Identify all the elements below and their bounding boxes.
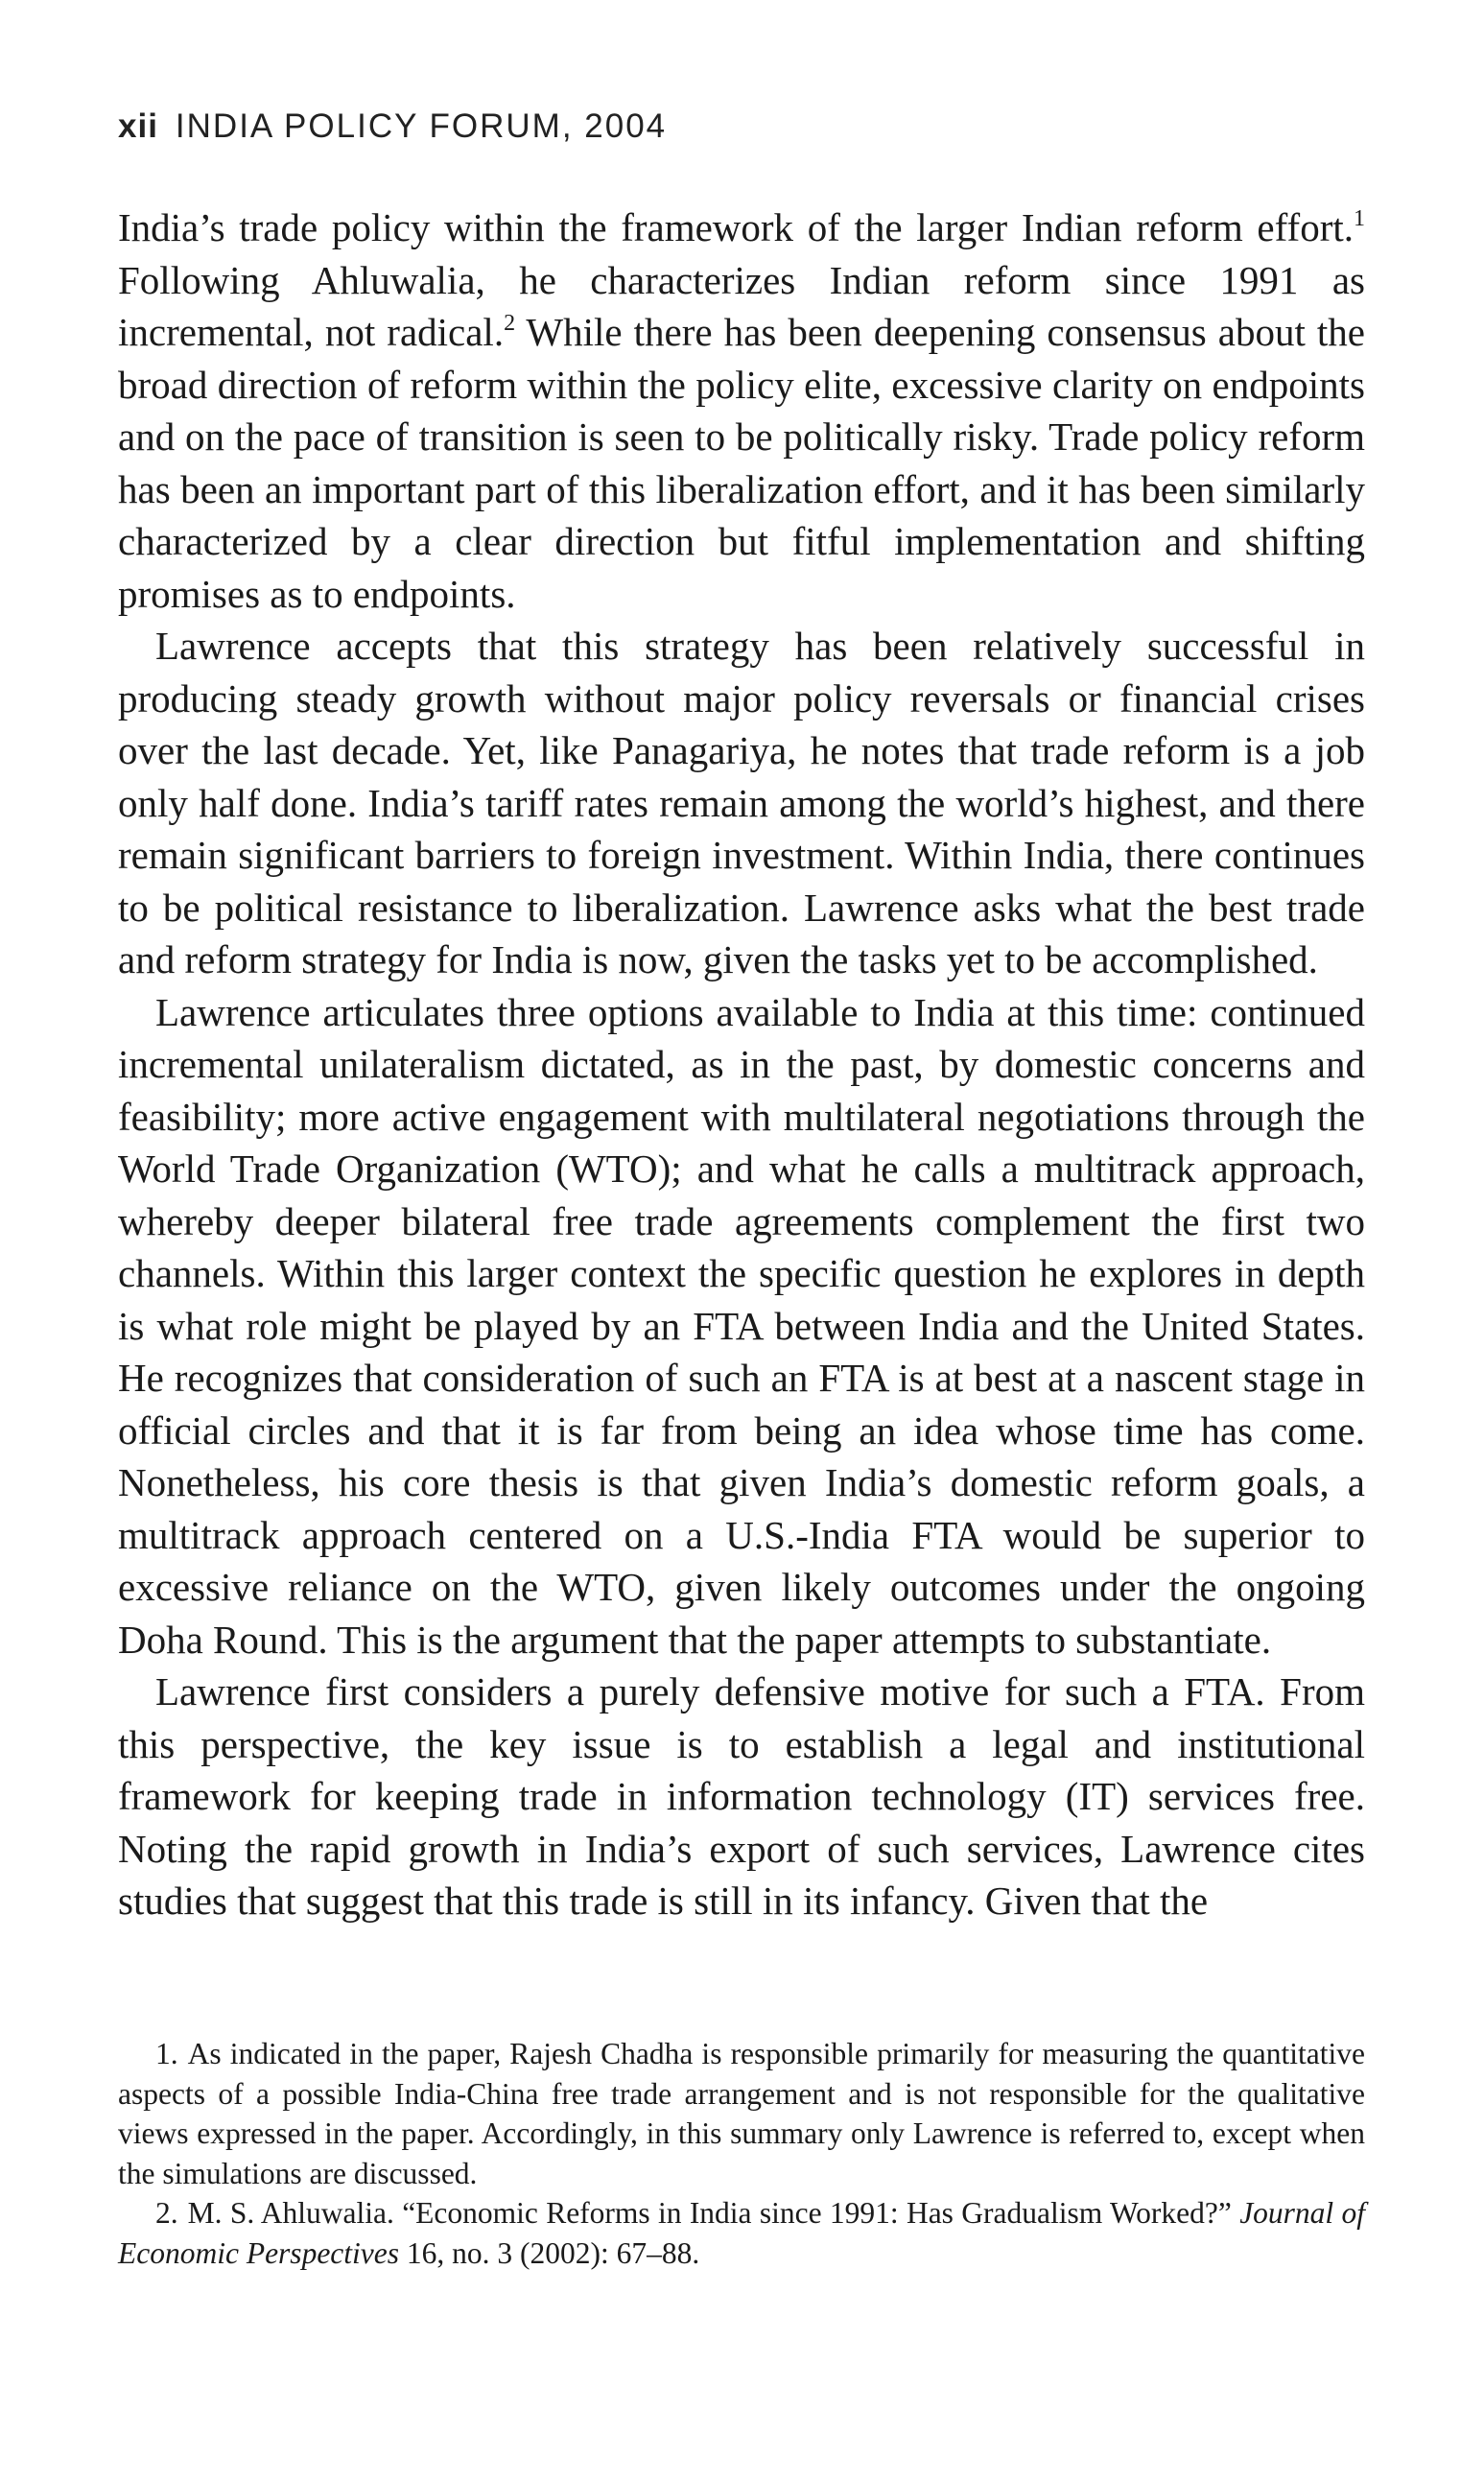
paragraph-text: While there has been deepening consensus about the broad direction of reform within the policy elite, excessive clarity on endpoints and on the pace of transition is seen to be politically risky. Trade policy reform has been an important part of this liberalization effort, and it has been similarly characterized by a clear direction but fitful implementation and shifting promises as to endpoints.: [118, 310, 1365, 616]
paragraph-1: [118, 201, 1365, 620]
footnote-ref-1[interactable]: 1: [1354, 206, 1365, 231]
footnotes: [118, 2034, 1365, 2273]
footnote-text: 16, no. 3 (2002): 67–88.: [399, 2235, 700, 2270]
footnote-number: 1.: [155, 2037, 178, 2070]
paragraph-text: Following Ahluwalia, he characterizes Indian reform since 1991 as incremental, not radical.: [118, 257, 1365, 354]
paragraph-2: Lawrence accepts that this strategy has been relatively successful in producing steady growth without major policy reversals or financial crises over the last decade. Yet, like Panagariya, he notes that trade reform is a job only half done. India’s tariff rates remain among the world’s highest, and there remain significant barriers to foreign investment. Within India, there continues to be political resistance to liberalization. Lawrence asks what the best trade and reform strategy for India is now, given the tasks yet to be accomplished.: [118, 624, 1365, 981]
running-head-title: INDIA POLICY FORUM, 2004: [175, 107, 668, 145]
body-text: [118, 201, 1365, 1927]
footnote-number: 2.: [155, 2196, 178, 2230]
journal-title: Journal of Economic Perspectives: [118, 2196, 1365, 2270]
page-number: xii: [118, 107, 158, 145]
footnote-ref-2[interactable]: 2: [504, 311, 516, 336]
paragraph-4: Lawrence first considers a purely defensive motive for such a FTA. From this perspective, the key issue is to establish a legal and institutional framework for keeping trade in information technology (IT) services free. Noting the rapid growth in India’s export of such services, Lawrence cites studies that suggest that this trade is still in its infancy. Given that the: [118, 1669, 1365, 1923]
footnote-2: [118, 2193, 1365, 2273]
footnote-text: M. S. Ahluwalia. “Economic Reforms in India since 1991: Has Gradualism Worked?”: [187, 2196, 1240, 2230]
footnote-text: As indicated in the paper, Rajesh Chadha is responsible primarily for measuring the quantitative aspects of a possible India-China free trade arrangement and is not responsible for the qualitative views expressed in the paper. Accordingly, in this summary only Lawrence is referred to, except when the simulations are discussed.: [118, 2037, 1365, 2190]
paragraph-text: India’s trade policy within the framework of the larger Indian reform effort.: [118, 205, 1354, 249]
running-head: [118, 107, 667, 146]
paragraph-3: Lawrence articulates three options available to India at this time: continued incremental unilateralism dictated, as in the past, by domestic concerns and feasibility; more active engagement with multilateral negotiations through the World Trade Organization (WTO); and what he calls a multitrack approach, whereby deeper bilateral free trade agreements complement the first two channels. Within this larger context the specific question he explores in depth is what role might be played by an FTA between India and the United States. He recognizes that consideration of such an FTA is at best at a nascent stage in official circles and that it is far from being an idea whose time has come. Nonetheless, his core thesis is that given India’s domestic reform goals, a multitrack approach centered on a U.S.-India FTA would be superior to excessive reliance on the WTO, given likely outcomes under the ongoing Doha Round. This is the argument that the paper attempts to substantiate.: [118, 989, 1365, 1662]
footnote-1: [118, 2034, 1365, 2193]
